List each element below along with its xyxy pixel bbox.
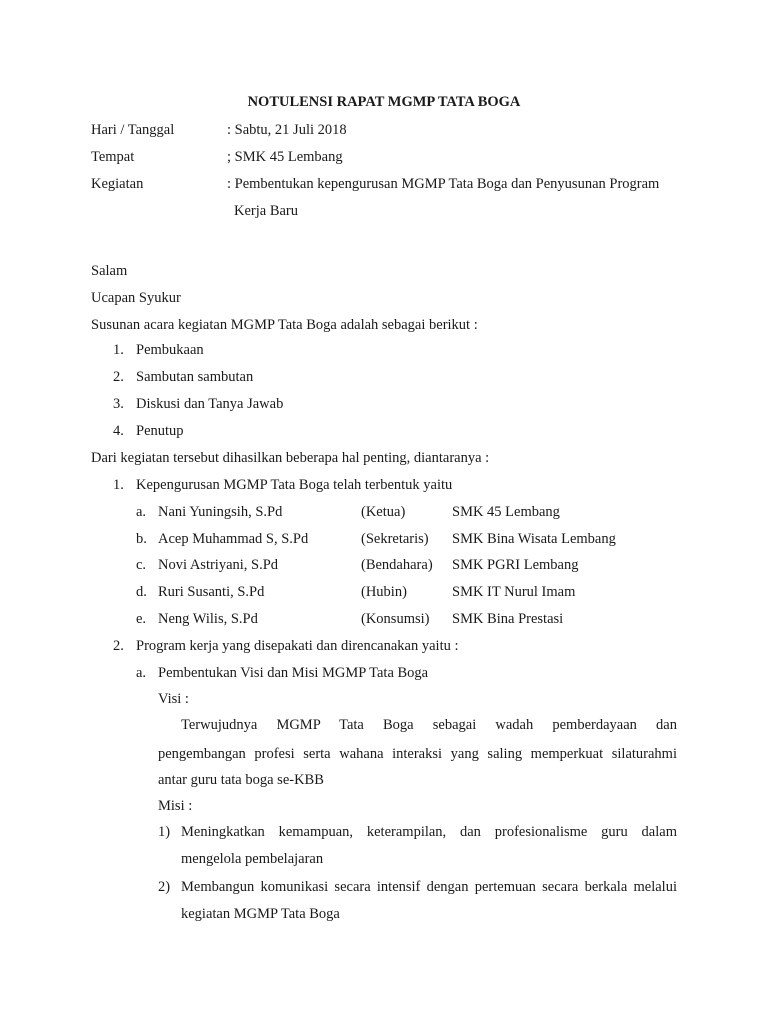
result-num: 1. bbox=[113, 477, 124, 493]
member-role: (Bendahara) bbox=[361, 557, 433, 573]
hari-label: Hari / Tanggal bbox=[91, 122, 175, 138]
member-role: (Hubin) bbox=[361, 584, 407, 600]
misi-text: mengelola pembelajaran bbox=[181, 851, 324, 867]
visi-label: Visi : bbox=[158, 691, 189, 707]
member-name: Ruri Susanti, S.Pd bbox=[158, 584, 265, 600]
kegiatan-label: Kegiatan bbox=[91, 176, 144, 192]
visi-text: pengembangan profesi serta wahana interaksi yang saling memperkuat silaturahmi bbox=[158, 746, 677, 762]
result-text: Kepengurusan MGMP Tata Boga telah terbentuk yaitu bbox=[136, 477, 453, 493]
agenda-item: Pembukaan bbox=[136, 342, 204, 358]
misi-num: 1) bbox=[158, 824, 171, 840]
tempat-value: ; SMK 45 Lembang bbox=[227, 149, 343, 165]
member-letter: a. bbox=[136, 504, 147, 520]
results-intro: Dari kegiatan tersebut dihasilkan beberapa hal penting, diantaranya : bbox=[91, 450, 490, 466]
member-school: SMK Bina Prestasi bbox=[452, 611, 564, 627]
member-name: Acep Muhammad S, S.Pd bbox=[158, 531, 309, 547]
result-num: 2. bbox=[113, 638, 124, 654]
member-letter: e. bbox=[136, 611, 147, 627]
program-letter: a. bbox=[136, 665, 147, 681]
agenda-num: 2. bbox=[113, 369, 124, 385]
kegiatan-value: : Pembentukan kepengurusan MGMP Tata Boga dan Penyusunan Program bbox=[227, 176, 660, 192]
misi-num: 2) bbox=[158, 879, 171, 895]
susunan-text: Susunan acara kegiatan MGMP Tata Boga adalah sebagai berikut : bbox=[91, 317, 478, 333]
visi-text: antar guru tata boga se-KBB bbox=[158, 772, 324, 788]
agenda-item: Sambutan sambutan bbox=[136, 369, 254, 385]
member-letter: b. bbox=[136, 531, 147, 547]
member-letter: d. bbox=[136, 584, 147, 600]
hari-value: : Sabtu, 21 Juli 2018 bbox=[227, 122, 347, 138]
agenda-num: 4. bbox=[113, 423, 124, 439]
kegiatan-value-cont: Kerja Baru bbox=[234, 203, 299, 219]
agenda-item: Diskusi dan Tanya Jawab bbox=[136, 396, 284, 412]
misi-label: Misi : bbox=[158, 798, 193, 814]
program-item: Pembentukan Visi dan Misi MGMP Tata Boga bbox=[158, 665, 429, 681]
visi-text: Terwujudnya MGMP Tata Boga sebagai wadah pemberdayaan dan bbox=[181, 717, 677, 733]
member-name: Neng Wilis, S.Pd bbox=[158, 611, 258, 627]
misi-text: Membangun komunikasi secara intensif dengan pertemuan secara berkala melalui bbox=[181, 879, 677, 895]
member-role: (Ketua) bbox=[361, 504, 406, 520]
member-name: Nani Yuningsih, S.Pd bbox=[158, 504, 283, 520]
misi-text: kegiatan MGMP Tata Boga bbox=[181, 906, 340, 922]
document-title: NOTULENSI RAPAT MGMP TATA BOGA bbox=[247, 94, 521, 110]
tempat-label: Tempat bbox=[91, 149, 135, 165]
member-school: SMK PGRI Lembang bbox=[452, 557, 579, 573]
agenda-item: Penutup bbox=[136, 423, 184, 439]
agenda-num: 3. bbox=[113, 396, 124, 412]
member-letter: c. bbox=[136, 557, 147, 573]
misi-text: Meningkatkan kemampuan, keterampilan, dan profesionalisme guru dalam bbox=[181, 824, 677, 840]
member-role: (Sekretaris) bbox=[361, 531, 429, 547]
member-role: (Konsumsi) bbox=[361, 611, 430, 627]
member-name: Novi Astriyani, S.Pd bbox=[158, 557, 279, 573]
result-text: Program kerja yang disepakati dan direncanakan yaitu : bbox=[136, 638, 459, 654]
member-school: SMK Bina Wisata Lembang bbox=[452, 531, 616, 547]
agenda-num: 1. bbox=[113, 342, 124, 358]
member-school: SMK IT Nurul Imam bbox=[452, 584, 576, 600]
member-school: SMK 45 Lembang bbox=[452, 504, 560, 520]
salam-text: Salam bbox=[91, 263, 128, 279]
ucapan-text: Ucapan Syukur bbox=[91, 290, 181, 306]
